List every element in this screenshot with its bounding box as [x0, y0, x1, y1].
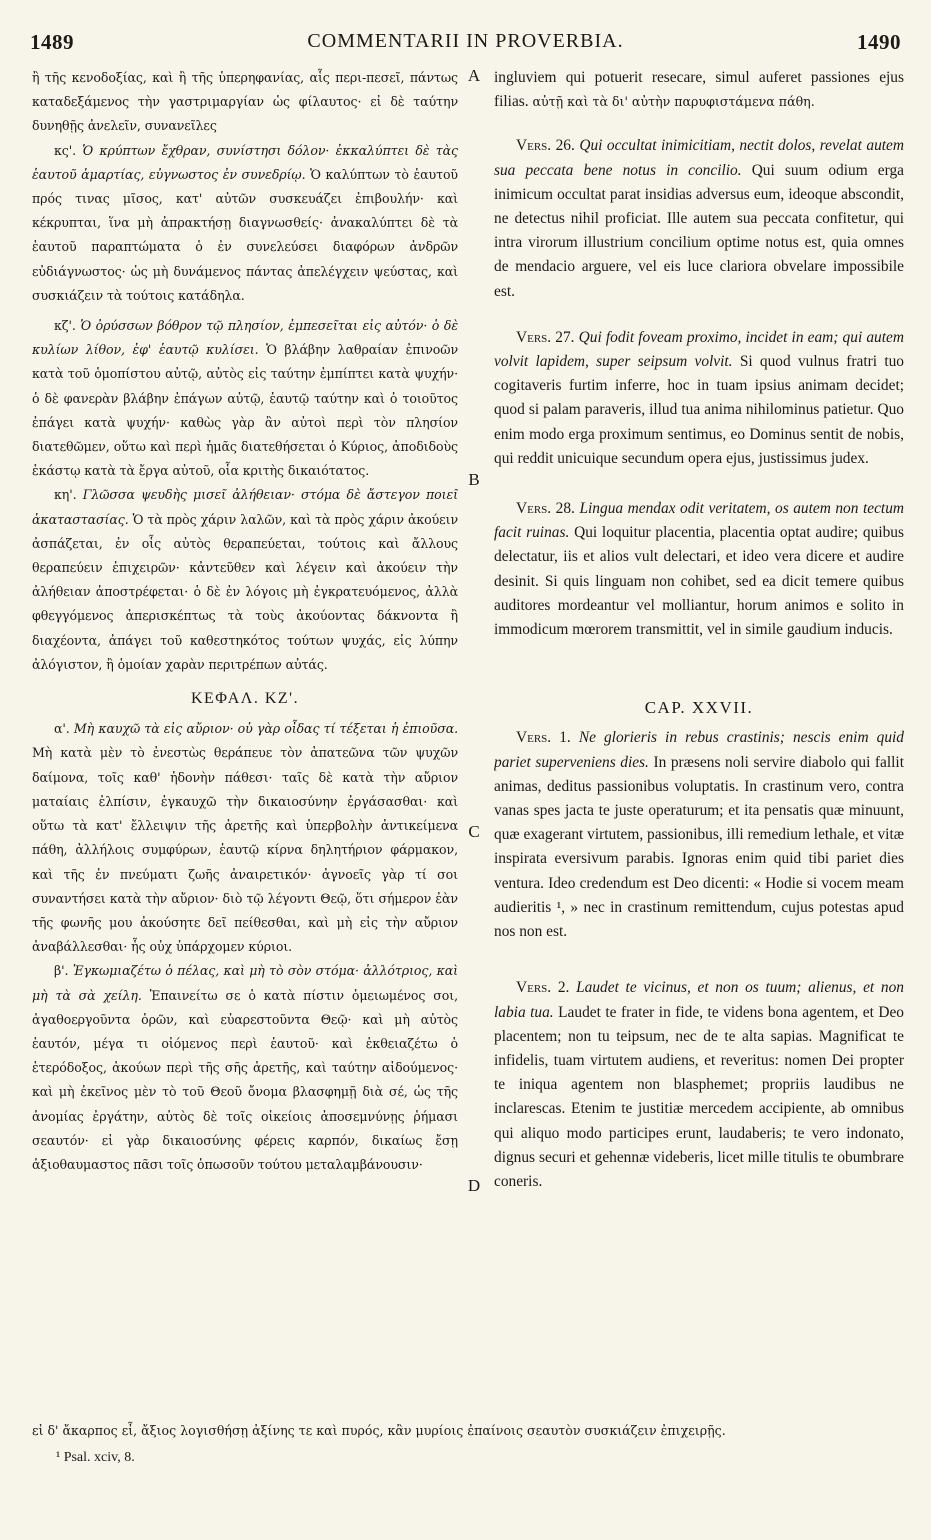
latin-paragraph [494, 66, 904, 114]
verse-commentary: Ὁ βλάβην λαθραίαν ἐπινοῶν κατὰ τοῦ ὁμοπίστου αὐτῷ, αὐτὸς εἰς ταύτην ἐμπίπτει κατὰ ψυχήν· ὁ δὲ φανερὰν βλάβην ἐπάγων αὐτῷ, ἑαυτῷ ταύτην καὶ ὁ τοιοῦτος ἐπάγει κατὰ ψυχήν· καθὼς γὰρ ἂν αὐτοὶ περὶ τὸν πλησίον διατεθῶμεν, οὕτω καὶ περὶ ἡμᾶς διατεθήσεται ὁ Κύριος, ἀποδιδοὺς ἑκάστῳ κατὰ τὰ ἔργα αὐτοῦ, οἷα κριτὴς δικαιότατος. [32, 342, 458, 479]
greek-column [32, 66, 458, 1474]
margin-letter-b: B [468, 470, 480, 489]
page-number-left: 1489 [30, 30, 74, 54]
greek-verse-27 [32, 314, 458, 483]
verse-lemma: Qui occultat inimicitiam, nectit dolos, revelat autem sua peccata bene notus in concilio. [494, 137, 904, 179]
verse-commentary: Si quod vulnus fratri tuo cogitaveris furtim inferre, hoc in tuam ipsius animam decidet; quod si palam paraveris, illud tua anima nihilominus patietur. Quo enim modo erga proximum sentimus, eo Dominus sentit de nobis, qui reddit unicuique secundum opera ejus, justissimus judex. [494, 353, 904, 467]
margin-letter-a: A [467, 66, 481, 85]
verse-commentary: Ὁ τὰ πρὸς χάριν λαλῶν, καὶ τὰ πρὸς χάριν ἀκούειν ἀσπάζεται, ἐν οἷς αὐτὸς θεραπεύεται, τούτοις καὶ ἄλλους θεραπεύειν ἐπιχειρῶν· κἀντεῦθεν καὶ λέγειν καὶ ἀκούειν τὴν ἀλήθειαν ἀποστρέφεται· ὁ δὲ ἐν λόγοις μὴ ἐγκρατευόμενος, ἀλλὰ φθεγγόμενος ἀπερισκέπτως τὰ τοὺς ἀκούοντας δάκνοντα ἢ διαχέοντα, ἀπάγει τοῦ καθεστηκότος τούτων ψυχάς, εἰς λύπην ἀλόγιστον, ἢ ὁμοίαν χαρὰν περιτρέπων αὐτάς. [32, 511, 458, 672]
verse-lemma: Ne glorieris in rebus crastinis; nescis enim quid pariet superveniens dies. [494, 729, 904, 771]
margin-letter-c: C [468, 822, 480, 841]
verse-lemma: Qui fodit foveam proximo, incidet in eam; qui autem volvit lapidem, super seipsum volvit. [494, 328, 904, 371]
verse-commentary: Ἐπαινείτω σε ὁ κατὰ πίστιν ὁμειωμένος σοι, ἀγαθοεργοῦντα ὁρῶν, καὶ εὐαρεστοῦντα Θεῷ· καὶ μὴ αὐτὸς ἑαυτόν, μέγα τι οἰόμενος περὶ ἑαυτοῦ· καὶ ἐκθειαζέτω ὁ ἑτερόδοξος, ἀκούων περὶ τῆς σῆς ἀρετῆς, καὶ ταύτην αἰδούμενος· καὶ μὴ ἐκεῖνος μὲν τὸ τοῦ Θεοῦ ὄνομα βλασφημῇ διὰ σέ, ὡς τῆς ἀνομίας ἐργάτην, αὐτὸς δὲ τοῖς οἰκείοις ἀποσεμνύνῃς ῥήμασι σεαυτόν· εἰ γὰρ δικαιοσύνης φέρεις καρπόν, δικαίως ἔσῃ ἀξιοθαυμαστος πᾶσι τοῖς ὁπωσοῦν τούτου μεταλαμβάνουσιν· [32, 987, 458, 1172]
verse-lemma: Ἐγκωμιαζέτω ὁ πέλας, καὶ μὴ τὸ σὸν στόμα· ἀλλότριος, καὶ μὴ τὰ σὰ χείλη. [32, 963, 458, 1003]
page-number-right: 1490 [857, 30, 901, 54]
verse-lemma: Laudet te vicinus, et non os tuum; alienus, et non labia tua. [494, 979, 904, 1021]
verse-commentary: Qui loquitur placentia, placentia optat audire; quibus delectatur, iis et alios vult delectari, et ideo vera dicere et audire desinit. Si quis linguam non cohibet, sed ea dicit temere quibus auditores mordeantur vel molliantur, horum animos e solito in immodicum mœrorem transmittit, vel in simile gaudium inducis. [494, 524, 904, 639]
running-title: COMMENTARII IN PROVERBIA. [307, 30, 624, 52]
footnote: ¹ Psal. xciv, 8. [56, 1450, 135, 1465]
verse-label: Vers. 28. [516, 500, 575, 518]
verse-label: Vers. 26. [516, 137, 575, 155]
verse-number: β'. [54, 963, 69, 979]
verse-commentary: Qui suum odium erga inimicum occultat parat insidias adversus eum, ideoque abscondit, ne detectus nihil proficiat. Ille autem sua peccata confitetur, qui intra virorum illustrium concilium optime notus est, quia omnes de mendacio arguere, vel eis luce clariora obvelare impossibile est. [494, 161, 904, 300]
latin-column [494, 66, 904, 1474]
verse-lemma: Lingua mendax odit veritatem, os autem non tectum facit ruinas. [494, 500, 904, 542]
greek-verse-28 [32, 483, 458, 677]
verse-commentary: Laudet te frater in fide, te videns bona agentem, et Deo placentem; non tu teipsum, nec de te alta sapias. Magnificat te infidelis, tuam virtutem audiens, et reveritus: nomen Dei propter te iniqua agentem non blasphemet; propriis laudibus ne inclarescas. Etenim te justitiæ mercedem accipiente, ab omnibus qui aliquo modo participes erunt, laudaberis; te vero indonato, dignus securi et gehennæ videberis, licet mille titulis te obumbrare coneris. [494, 1003, 904, 1190]
verse-lemma: Ὁ κρύπτων ἔχθραν, συνίστησι δόλον· ἐκκαλύπτει δὲ τὰς ἑαυτοῦ ἁμαρτίας, εὐγνωστος ἐν συνεδρίῳ. [32, 142, 458, 182]
latin-verse-26 [494, 134, 904, 303]
greek-verse-26 [32, 139, 458, 308]
greek-text: αὐτῇ καὶ τὰ δι' αὐτὴν παρυφιστάμενα πάθη. [532, 94, 815, 110]
chapter-heading-greek: ΚΕΦΑΛ. ΚΖ'. [190, 690, 300, 708]
greek-chapter-verse-2 [32, 959, 458, 1177]
margin-letter-d: D [467, 1176, 481, 1195]
chapter-heading-latin: CAP. XXVII. [644, 698, 754, 718]
latin-verse-27 [494, 326, 904, 471]
verse-label: Vers. 1. [516, 729, 571, 747]
verse-commentary: Μὴ κατὰ μὲν τὸ ἐνεστὼς θεράπευε τὸν ἀπατεῶνα τῶν ψυχῶν δαίμονα, τοῖς καθ' ἡδονὴν πάθεσι· ταῖς δὲ κατὰ τὴν αὔριον ματαίαις ἐλπίσιν, ἐγκαυχῶ τὴν δικαιοσύνην ἐργάσασθαι· καὶ οὕτω τὰ κατ' ἔλλειψιν τῆς ἀρετῆς καὶ ὑπερβολὴν ἀντικείμενα πάθη, ἀλλήλοις συμφύρων, ἑαυτῷ κίρνα δηλητήριον φάρμακον, καὶ τῆς ἐν πνεύματι ζωῆς ἀναιρετικόν· ἀγνοεῖς γὰρ τί σοι συναντήσει κατὰ τὴν αὔριον· διὸ τῷ λέγοντι Θεῷ, ὅτι σήμερον ἐὰν τῆς φωνῆς μου ἀκούσητε δεῖ πείθεσθαι, καὶ μὴ εἰς τὴν αὔριον ἀναβάλλεσθαι· ἧς οὐχ ὑπάρχομεν κύριοι. [32, 745, 458, 955]
verse-number: κη'. [54, 487, 77, 503]
verse-commentary: In præsens noli servire diabolo qui fallit animas, deditus passionibus voluptatis. In crastinum vero, contra vanas spes jacta te juste operaturum; et ita pensatis quæ minuunt, quæ exagerant virtutem, passionibus, illi remedium lethale, et vitæ inspirata eversivum parabis. Ignoras enim quid tibi pariet dies ventura. Ideo credendum est Deo dicenti: « Hodie si vocem meam audieritis ¹, » nec in crastinum remittendum, cujus potestas apud nos non est. [494, 753, 904, 941]
verse-number: κς'. [54, 142, 76, 158]
greek-paragraph: ἢ τῆς κενοδοξίας, καὶ ἢ τῆς ὑπερηφανίας, αἷς περι-πεσεῖ, πάντως καταδεξάμενος τὴν γαστριμαργίαν ὡς φίλαυτος· εἰ δὲ ταύτην δυνηθῇς ἀνελεῖν, συνανεῖλες [32, 70, 458, 134]
verse-lemma: Μὴ καυχῶ τὰ εἰς αὔριον· οὐ γὰρ οἶδας τί τέξεται ἡ ἐπιοῦσα. [73, 721, 458, 737]
greek-chapter-verse-1 [32, 717, 458, 959]
latin-text: ingluviem qui potuerit resecare, simul auferet passiones ejus filias. [494, 69, 904, 111]
verse-lemma: Γλῶσσα ψευδὴς μισεῖ ἀλήθειαν· στόμα δὲ ἄστεγον ποιεῖ ἀκαταστασίας. [32, 487, 458, 527]
verse-label: Vers. 27. [516, 328, 575, 346]
latin-chapter-verse-2 [494, 976, 904, 1194]
latin-chapter-verse-1 [494, 726, 904, 944]
verse-label: Vers. 2. [516, 979, 570, 997]
verse-number: α'. [54, 721, 70, 737]
verse-number: κζ'. [54, 318, 76, 334]
greek-bottom-line: εἰ δ' ἄκαρπος εἶ, ἄξιος λογισθήσῃ ἀξίνης τε καὶ πυρός, κἂν μυρίοις ἐπαίνοις σεαυτὸν συσκιάζειν ἐπιχειρῇς. [32, 1423, 726, 1438]
latin-verse-28 [494, 497, 904, 642]
page-header [30, 30, 901, 58]
verse-commentary: Ὁ καλύπτων τὸ ἑαυτοῦ πρός τινας μῖσος, κατ' αὐτῶν συσκευάζει ἐπιβουλήν· καὶ κέκρυπται, ἵνα μὴ ἀπρακτήσῃ διαγνωσθείς· ἀνακαλύπτει δὲ τὰ ἑαυτοῦ παραπτώματα ὁ ἐν συνελεύσει διαφόρων ἀνδρῶν εὐδιάγνωστος· ὡς μὴ δυνάμενος πάντας ἀπελέγχειν ψεύστας, καὶ συσκιάζειν τὰ τούτοις κατάδηλα. [32, 166, 458, 303]
verse-lemma: Ὁ ὀρύσσων βόθρον τῷ πλησίον, ἐμπεσεῖται εἰς αὐτόν· ὁ δὲ κυλίων λίθον, ἐφ' ἑαυτῷ κυλίσει. [32, 318, 458, 358]
